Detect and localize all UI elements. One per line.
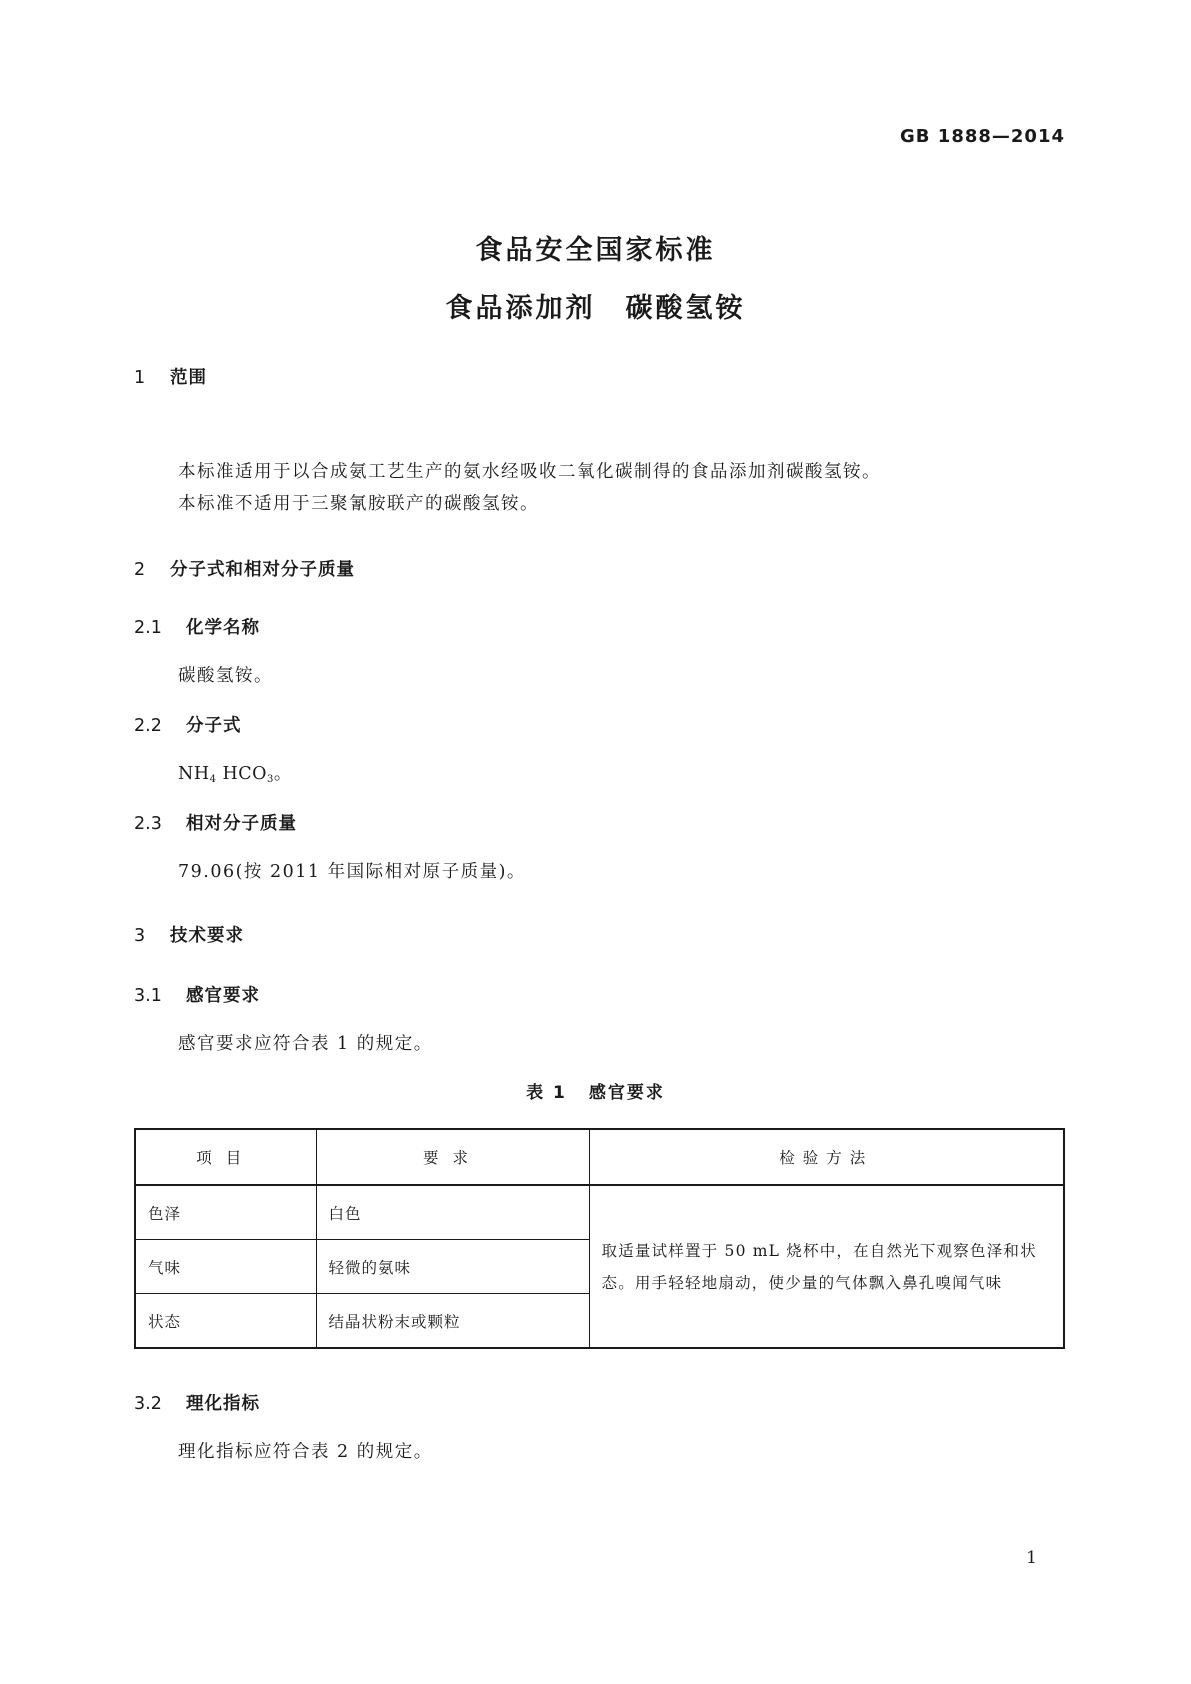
section-2-heading — [134, 556, 355, 581]
chemical-name-text: 碳酸氢铵。 — [178, 666, 273, 686]
cell-requirement: 轻微的氨味 — [316, 1240, 589, 1294]
cell-method: 取适量试样置于 50 mL 烧杯中，在自然光下观察色泽和状态。用手轻轻地扇动，使少量的气体飘入鼻孔嗅闻气味 — [589, 1185, 1064, 1348]
cell-item: 气味 — [135, 1240, 316, 1294]
section-2-1-heading — [134, 614, 260, 639]
section-title: 化学名称 — [186, 618, 260, 638]
table-number: 表 1 — [526, 1083, 567, 1103]
section-title: 分子式 — [186, 716, 242, 736]
section-title: 感官要求 — [186, 986, 260, 1006]
section-title: 范围 — [170, 368, 207, 388]
section-title: 理化指标 — [186, 1394, 260, 1414]
physicochemical-text: 理化指标应符合表 2 的规定。 — [178, 1442, 433, 1462]
section-2-2-heading — [134, 712, 242, 737]
section-number: 2.3 — [134, 814, 162, 834]
section-title: 技术要求 — [170, 926, 244, 946]
section-2-3-heading — [134, 810, 297, 835]
document-title: 食品安全国家标准 — [475, 235, 716, 266]
section-title: 分子式和相对分子质量 — [170, 560, 355, 580]
section-number: 3.1 — [134, 986, 162, 1006]
section-3-heading — [134, 922, 244, 947]
section-3-2-heading — [134, 1390, 260, 1415]
section-number: 2 — [134, 560, 146, 580]
document-subtitle: 食品添加剂 碳酸氢铵 — [445, 293, 746, 324]
section-title: 相对分子质量 — [186, 814, 297, 834]
standard-code: GB 1888—2014 — [900, 126, 1065, 147]
page-number: 1 — [1026, 1548, 1037, 1568]
cell-item: 色泽 — [135, 1185, 316, 1240]
section-1-heading — [134, 364, 207, 389]
header-method: 检验方法 — [589, 1129, 1064, 1185]
section-3-1-heading — [134, 982, 260, 1007]
section-number: 3 — [134, 926, 146, 946]
table-title: 感官要求 — [588, 1083, 665, 1103]
section-number: 3.2 — [134, 1394, 162, 1414]
section-number: 2.2 — [134, 716, 162, 736]
molecular-formula: $NH_4$ $HCO_3$。 — [178, 764, 292, 785]
scope-paragraph-1: 本标准适用于以合成氨工艺生产的氨水经吸收二氧化碳制得的食品添加剂碳酸氢铵。 — [178, 462, 881, 482]
table-header-row — [135, 1129, 1064, 1185]
header-item: 项目 — [135, 1129, 316, 1185]
table-row — [135, 1185, 1064, 1240]
section-number: 2.1 — [134, 618, 162, 638]
molecular-mass-text: 79.06(按 2011 年国际相对原子质量)。 — [178, 862, 526, 882]
cell-requirement: 白色 — [316, 1185, 589, 1240]
cell-requirement: 结晶状粉末或颗粒 — [316, 1294, 589, 1349]
section-number: 1 — [134, 368, 146, 388]
scope-paragraph-2: 本标准不适用于三聚氰胺联产的碳酸氢铵。 — [178, 494, 539, 514]
table-1-caption — [0, 1078, 1191, 1103]
sensory-requirement-text: 感官要求应符合表 1 的规定。 — [178, 1034, 433, 1054]
header-requirement: 要求 — [316, 1129, 589, 1185]
sensory-requirements-table — [134, 1128, 1065, 1349]
cell-item: 状态 — [135, 1294, 316, 1349]
